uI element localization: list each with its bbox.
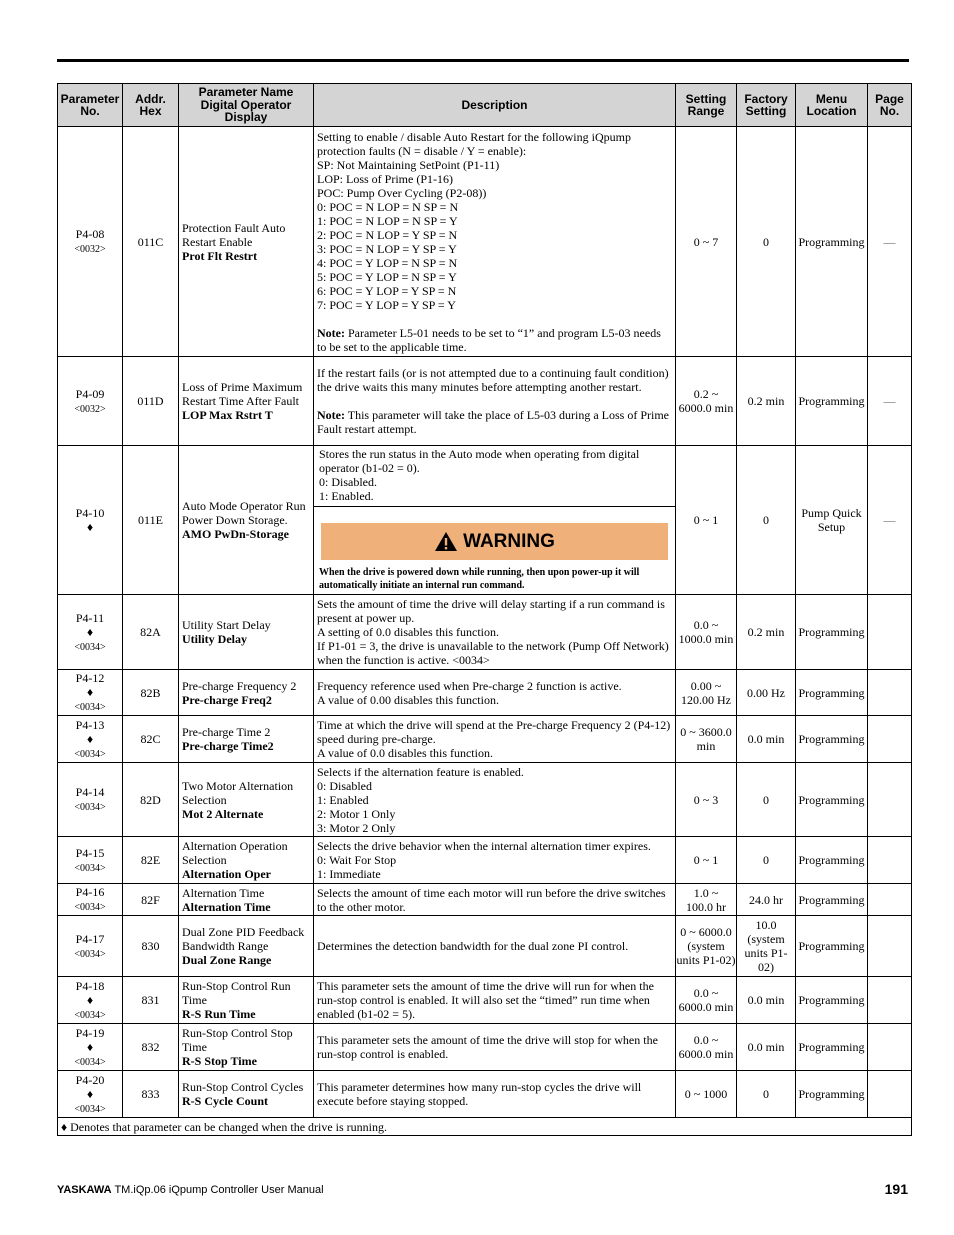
param-no-cell: P4-16 <0034> bbox=[58, 884, 123, 916]
param-name-cell: Alternation Time Alternation Time bbox=[179, 884, 314, 916]
table-row bbox=[58, 884, 912, 916]
param-name-cell: Loss of Prime Maximum Restart Time After Fault LOP Max Rstrt T bbox=[179, 357, 314, 446]
page-no-cell bbox=[868, 670, 912, 716]
menu-location-cell: Programming bbox=[796, 127, 868, 357]
factory-setting-cell: 0.2 min bbox=[737, 357, 796, 446]
addr-cell: 82D bbox=[123, 763, 179, 837]
header-setting-range: Setting Range bbox=[676, 84, 737, 127]
addr-cell: 011C bbox=[123, 127, 179, 357]
factory-setting-cell: 24.0 hr bbox=[737, 884, 796, 916]
menu-location-cell: Programming bbox=[796, 916, 868, 977]
param-no-cell: P4-11 ♦ <0034> bbox=[58, 595, 123, 670]
menu-location-cell: Programming bbox=[796, 977, 868, 1024]
addr-cell: 82A bbox=[123, 595, 179, 670]
description-cell: This parameter determines how many run-stop cycles the drive will execute before staying stopped. bbox=[314, 1071, 676, 1118]
table-row bbox=[58, 127, 912, 357]
description-cell: Selects the amount of time each motor will run before the drive switches to the other motor. bbox=[314, 884, 676, 916]
param-no-cell: P4-20 ♦ <0034> bbox=[58, 1071, 123, 1118]
description-cell: Setting to enable / disable Auto Restart for the following iQpump protection faults (N = disable / Y = enable): SP: Not Maintaining SetPoint (P1-11) LOP: Loss of Prime (P1-16) POC: Pump Over Cycling (P2-08)) 0: POC = N LOP = N SP = N 1: POC = N LOP = N SP = Y 2: POC = N LOP = Y SP = N 3: POC = N LOP = Y SP = Y 4: POC = Y LOP = N SP = N 5: POC = Y LOP = N SP = Y 6: POC = Y LOP = Y SP = N 7: POC = Y LOP = Y SP = Y Note: Parameter L5-01 needs to be set to “1” and program L5-03 needs to be set to the applicable time. bbox=[314, 127, 676, 357]
addr-cell: 82E bbox=[123, 837, 179, 884]
factory-setting-cell: 0 bbox=[737, 1071, 796, 1118]
menu-location-cell: Pump Quick Setup bbox=[796, 446, 868, 595]
menu-location-cell: Programming bbox=[796, 357, 868, 446]
menu-location-cell: Programming bbox=[796, 670, 868, 716]
page-number: 191 bbox=[884, 1181, 908, 1197]
top-rule bbox=[57, 59, 909, 62]
description-cell: Selects if the alternation feature is enabled. 0: Disabled 1: Enabled 2: Motor 1 Only 3: Motor 2 Only bbox=[314, 763, 676, 837]
table-header-row bbox=[58, 84, 912, 127]
param-name-cell: Two Motor Alternation Selection Mot 2 Alternate bbox=[179, 763, 314, 837]
table-row bbox=[58, 837, 912, 884]
table-footnote: ♦ Denotes that parameter can be changed when the drive is running. bbox=[58, 1118, 912, 1136]
addr-cell: 011E bbox=[123, 446, 179, 595]
header-factory-setting: Factory Setting bbox=[737, 84, 796, 127]
table-footnote-row bbox=[58, 1118, 912, 1136]
setting-range-cell: 0.2 ~ 6000.0 min bbox=[676, 357, 737, 446]
page-no-cell bbox=[868, 716, 912, 763]
page-no-cell bbox=[868, 916, 912, 977]
table-row bbox=[58, 1071, 912, 1118]
setting-range-cell: 0.0 ~ 6000.0 min bbox=[676, 1024, 737, 1071]
table-row bbox=[58, 446, 912, 595]
setting-range-cell: 0 ~ 1 bbox=[676, 837, 737, 884]
table-row bbox=[58, 595, 912, 670]
warning-triangle-icon bbox=[434, 531, 458, 552]
page-no-cell bbox=[868, 1071, 912, 1118]
setting-range-cell: 1.0 ~ 100.0 hr bbox=[676, 884, 737, 916]
param-name-cell: Auto Mode Operator Run Power Down Storage. AMO PwDn-Storage bbox=[179, 446, 314, 595]
param-no-cell: P4-13 ♦ <0034> bbox=[58, 716, 123, 763]
param-name-cell: Dual Zone PID Feedback Bandwidth Range Dual Zone Range bbox=[179, 916, 314, 977]
param-no-cell: P4-10 ♦ bbox=[58, 446, 123, 595]
setting-range-cell: 0.00 ~ 120.00 Hz bbox=[676, 670, 737, 716]
factory-setting-cell: 0 bbox=[737, 763, 796, 837]
factory-setting-cell: 0 bbox=[737, 837, 796, 884]
table-row bbox=[58, 977, 912, 1024]
factory-setting-cell: 0.0 min bbox=[737, 977, 796, 1024]
param-name-cell: Run-Stop Control Stop Time R-S Stop Time bbox=[179, 1024, 314, 1071]
note-label: Note: bbox=[317, 325, 345, 340]
param-name-cell: Run-Stop Control Run Time R-S Run Time bbox=[179, 977, 314, 1024]
page-no-cell: — bbox=[868, 357, 912, 446]
page-no-cell: — bbox=[868, 127, 912, 357]
param-name-cell: Run-Stop Control Cycles R-S Cycle Count bbox=[179, 1071, 314, 1118]
page-footer bbox=[57, 1184, 324, 1196]
setting-range-cell: 0 ~ 3 bbox=[676, 763, 737, 837]
setting-range-cell: 0.0 ~ 6000.0 min bbox=[676, 977, 737, 1024]
page-no-cell bbox=[868, 884, 912, 916]
setting-range-cell: 0 ~ 1000 bbox=[676, 1071, 737, 1118]
description-cell: Determines the detection bandwidth for the dual zone PI control. bbox=[314, 916, 676, 977]
factory-setting-cell: 0.2 min bbox=[737, 595, 796, 670]
header-addr-hex: Addr. Hex bbox=[123, 84, 179, 127]
description-cell: Stores the run status in the Auto mode when operating from digital operator (b1-02 = 0). 0: Disabled. 1: Enabled. WARNING When the drive is powered down while running, then upon power-up it will automatically initiate an internal run command. bbox=[314, 446, 676, 595]
addr-cell: 011D bbox=[123, 357, 179, 446]
header-page-no: Page No. bbox=[868, 84, 912, 127]
page-no-cell bbox=[868, 595, 912, 670]
description-cell: Time at which the drive will spend at the Pre-charge Frequency 2 (P4-12) speed during pre-charge. A value of 0.0 disables this function. bbox=[314, 716, 676, 763]
param-no-cell: P4-08 <0032> bbox=[58, 127, 123, 357]
table-row bbox=[58, 716, 912, 763]
description-cell: This parameter sets the amount of time the drive will stop for when the run-stop control is enabled. bbox=[314, 1024, 676, 1071]
page-no-cell: — bbox=[868, 446, 912, 595]
table-row bbox=[58, 763, 912, 837]
parameter-table bbox=[57, 83, 912, 1136]
menu-location-cell: Programming bbox=[796, 884, 868, 916]
setting-range-cell: 0 ~ 1 bbox=[676, 446, 737, 595]
setting-range-cell: 0.0 ~ 1000.0 min bbox=[676, 595, 737, 670]
param-no-cell: P4-14 <0034> bbox=[58, 763, 123, 837]
addr-cell: 832 bbox=[123, 1024, 179, 1071]
setting-range-cell: 0 ~ 3600.0 min bbox=[676, 716, 737, 763]
param-no-cell: P4-12 ♦ <0034> bbox=[58, 670, 123, 716]
note-label: Note: bbox=[317, 408, 345, 422]
description-cell: If the restart fails (or is not attempted due to a continuing fault condition) the drive waits this many minutes before attempting another restart. Note: This parameter will take the place of L5-03 during a Loss of Prime Fault restart attempt. bbox=[314, 357, 676, 446]
param-no-cell: P4-19 ♦ <0034> bbox=[58, 1024, 123, 1071]
description-cell: Sets the amount of time the drive will delay starting if a run command is present at power up. A setting of 0.0 disables this function. If P1-01 = 3, the drive is unavailable to the network (Pump Off Network) when the function is active. <0034> bbox=[314, 595, 676, 670]
page-no-cell bbox=[868, 977, 912, 1024]
table-row bbox=[58, 357, 912, 446]
warning-title: WARNING bbox=[463, 530, 555, 552]
param-no-cell: P4-18 ♦ <0034> bbox=[58, 977, 123, 1024]
factory-setting-cell: 0.00 Hz bbox=[737, 670, 796, 716]
menu-location-cell: Programming bbox=[796, 763, 868, 837]
menu-location-cell: Programming bbox=[796, 716, 868, 763]
header-parameter-no: Parameter No. bbox=[58, 84, 123, 127]
param-name-cell: Protection Fault Auto Restart Enable Prot Flt Restrt bbox=[179, 127, 314, 357]
param-name-cell: Pre-charge Time 2 Pre-charge Time2 bbox=[179, 716, 314, 763]
param-no-cell: P4-17 <0034> bbox=[58, 916, 123, 977]
description-cell: Selects the drive behavior when the internal alternation timer expires. 0: Wait For Stop 1: Immediate bbox=[314, 837, 676, 884]
page-no-cell bbox=[868, 763, 912, 837]
footer-brand: YASKAWA bbox=[57, 1184, 112, 1196]
param-name-cell: Pre-charge Frequency 2 Pre-charge Freq2 bbox=[179, 670, 314, 716]
table-row bbox=[58, 1024, 912, 1071]
factory-setting-cell: 0 bbox=[737, 446, 796, 595]
warning-banner bbox=[321, 523, 668, 560]
param-no-cell: P4-15 <0034> bbox=[58, 837, 123, 884]
setting-range-cell: 0 ~ 6000.0 (system units P1-02) bbox=[676, 916, 737, 977]
addr-cell: 831 bbox=[123, 977, 179, 1024]
header-parameter-name: Parameter Name Digital Operator Display bbox=[179, 84, 314, 127]
warning-text: When the drive is powered down while running, then upon power-up it will automatically initiate an internal run command. bbox=[319, 567, 640, 591]
table-row bbox=[58, 916, 912, 977]
addr-cell: 830 bbox=[123, 916, 179, 977]
addr-cell: 82C bbox=[123, 716, 179, 763]
description-cell: This parameter sets the amount of time the drive will run for when the run-stop control is enabled. It will also set the “timed” run time when enabled (b1-02 = 5). bbox=[314, 977, 676, 1024]
table-row bbox=[58, 670, 912, 716]
menu-location-cell: Programming bbox=[796, 595, 868, 670]
factory-setting-cell: 0.0 min bbox=[737, 1024, 796, 1071]
page-no-cell bbox=[868, 837, 912, 884]
param-name-cell: Alternation Operation Selection Alternation Oper bbox=[179, 837, 314, 884]
header-menu-location: Menu Location bbox=[796, 84, 868, 127]
menu-location-cell: Programming bbox=[796, 837, 868, 884]
page-no-cell bbox=[868, 1024, 912, 1071]
param-no-cell: P4-09 <0032> bbox=[58, 357, 123, 446]
param-name-cell: Utility Start Delay Utility Delay bbox=[179, 595, 314, 670]
addr-cell: 82B bbox=[123, 670, 179, 716]
footer-manual-title: TM.iQp.06 iQpump Controller User Manual bbox=[111, 1184, 324, 1196]
menu-location-cell: Programming bbox=[796, 1071, 868, 1118]
factory-setting-cell: 0 bbox=[737, 127, 796, 357]
setting-range-cell: 0 ~ 7 bbox=[676, 127, 737, 357]
header-description: Description bbox=[314, 84, 676, 127]
addr-cell: 82F bbox=[123, 884, 179, 916]
factory-setting-cell: 10.0 (system units P1-02) bbox=[737, 916, 796, 977]
menu-location-cell: Programming bbox=[796, 1024, 868, 1071]
factory-setting-cell: 0.0 min bbox=[737, 716, 796, 763]
addr-cell: 833 bbox=[123, 1071, 179, 1118]
description-cell: Frequency reference used when Pre-charge 2 function is active. A value of 0.00 disables this function. bbox=[314, 670, 676, 716]
